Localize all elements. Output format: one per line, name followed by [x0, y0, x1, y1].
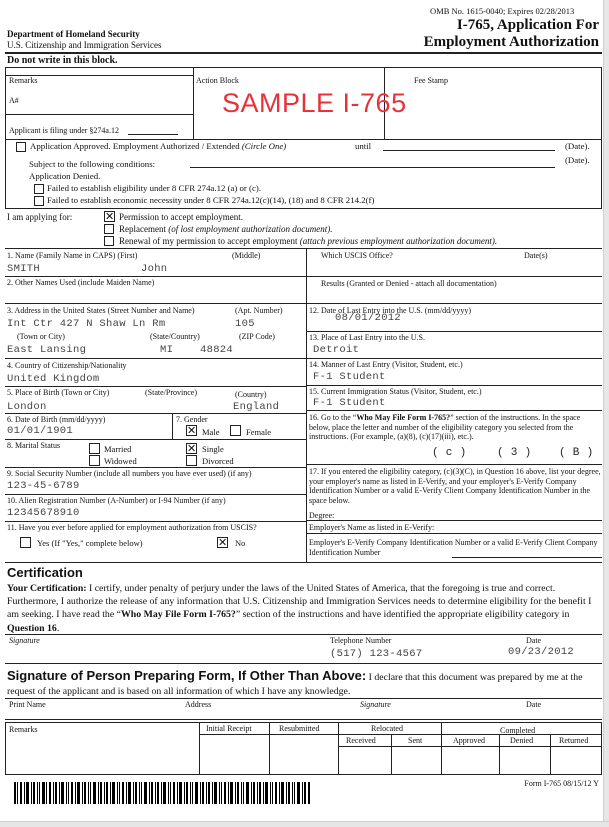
- header-rule: [5, 52, 602, 54]
- q16-text-bold: Who May File Form I-765?: [356, 413, 451, 422]
- renewal-checkbox[interactable]: [104, 236, 114, 246]
- q9-rule: [5, 494, 306, 495]
- employer-rule: [306, 533, 602, 534]
- q16-text-c: ” section of the instructions. In the space below, place the letter and number of the eligibility category you selected from the instructions. (For example, (a)(8), (c)(17)(iii), etc.).: [309, 413, 581, 442]
- omb-number: OMB No. 1615-0040; Expires 02/28/2013: [430, 6, 575, 16]
- until-label: until: [355, 141, 372, 151]
- zip-value[interactable]: 48824: [200, 344, 234, 356]
- resubmitted-label: Resubmitted: [279, 724, 320, 733]
- telephone-label: Telephone Number: [330, 636, 392, 645]
- female-checkbox[interactable]: [230, 425, 241, 436]
- q1-rule: [5, 276, 306, 277]
- form-id: Form I-765 08/15/12 Y: [524, 779, 599, 788]
- preparer-date-label: Date: [526, 700, 542, 709]
- dob-value[interactable]: 01/01/1901: [7, 425, 74, 437]
- yes-label: Yes (If "Yes," complete below): [37, 538, 143, 548]
- q14-rule: [306, 385, 602, 386]
- q16-text: [309, 413, 599, 442]
- cert-sign-rule: [5, 663, 602, 664]
- applying-for-label: I am applying for:: [7, 212, 73, 222]
- q10-label: 10. Alien Registration Number (A-Number) or I-94 Number (if any): [7, 496, 226, 505]
- q13-label: 13. Place of Last Entry into the U.S.: [309, 333, 425, 342]
- office-rule-2: [5, 114, 193, 115]
- replacement-checkbox[interactable]: [104, 224, 114, 234]
- certification-lead: Your Certification:: [7, 583, 87, 594]
- main-center-divider: [306, 248, 307, 562]
- preparer-address-label: Address: [185, 700, 212, 709]
- widowed-checkbox[interactable]: [89, 455, 100, 466]
- married-checkbox[interactable]: [89, 443, 100, 454]
- place-entry-value[interactable]: Detroit: [313, 344, 360, 356]
- employer-label: Employer's Name as listed in E-Verify:: [309, 523, 435, 532]
- q17-text: 17. If you entered the eligibility category, (c)(3)(C), in Question 16 above, list your degree, your employer's name as listed in E-Verify, and your employer's E-Verify Company Identification Number or a valid E-Verify Client Company Identification Number in the space below.: [309, 467, 601, 505]
- returned-col-label: Returned: [559, 736, 589, 745]
- degree-rule: [306, 520, 602, 521]
- divorced-checkbox[interactable]: [186, 455, 197, 466]
- q5-rule: [5, 413, 306, 414]
- footer-subheader-rule: [338, 746, 602, 747]
- q6-q7-divider: [172, 413, 173, 439]
- q15-rule: [306, 410, 602, 411]
- completed-label: Completed: [500, 726, 536, 735]
- main-bottom-rule: [5, 562, 602, 563]
- no-label: No: [235, 538, 246, 548]
- footer-header-rule: [199, 734, 602, 735]
- failed-2-label: Failed to establish economic necessity under 8 CFR 274a.12(c)(14), (18) and 8 CFR 214.2(f): [47, 195, 375, 205]
- conditions-line: [190, 167, 555, 168]
- failed-1-label: Failed to establish eligibility under 8 CFR 274a.12 (a) or (c).: [47, 183, 262, 193]
- single-label: Single: [202, 444, 224, 454]
- male-checkbox[interactable]: ✕: [187, 424, 197, 437]
- approved-label: [30, 142, 286, 151]
- q5-label: 5. Place of Birth (Town or City): [7, 388, 110, 397]
- birth-town-value[interactable]: London: [7, 401, 47, 413]
- replacement-text: Replacement: [119, 224, 166, 234]
- footer-col-6: [499, 734, 500, 775]
- certification-text-1: I certify, under penalty of perjury under the laws of the United States of America, that the foregoing is true and correct. Furthermore, I authorize the release of any information that U.S. Citizenship and Immigration Services needs to determine eligibility for the benefit I am seeking. I have read the “: [7, 583, 592, 621]
- first-name-value[interactable]: John: [141, 263, 168, 275]
- q4-rule: [5, 386, 306, 387]
- approved-text: Application Approved. Employment Authorized / Extended: [30, 141, 240, 151]
- office-rule-3: [5, 139, 602, 140]
- q2-rule: [5, 303, 306, 304]
- last-entry-value[interactable]: 08/01/2012: [335, 312, 402, 324]
- q2-label: 2. Other Names Used (include Maiden Name): [7, 278, 155, 287]
- results-rule: [306, 303, 602, 304]
- divorced-label: Divorced: [202, 456, 234, 466]
- form-title-line-2: Employment Authorization: [423, 34, 599, 50]
- office-divider-1: [193, 67, 194, 139]
- agency-name: U.S. Citizenship and Immigration Services: [7, 40, 162, 50]
- results-label: Results (Granted or Denied - attach all documentation): [321, 279, 497, 288]
- replacement-label: [119, 225, 332, 234]
- preparer-title: Signature of Person Preparing Form, If Other Than Above:: [7, 668, 367, 683]
- denied-label: Application Denied.: [29, 171, 101, 181]
- footer-col-2: [269, 722, 270, 775]
- footer-col-4: [391, 734, 392, 775]
- footer-col-3: [338, 722, 339, 775]
- remarks-label: Remarks: [9, 76, 38, 85]
- q6-rule: [5, 439, 306, 440]
- renewal-note: (attach previous employment authorization document).: [299, 236, 498, 246]
- eligibility-part-3[interactable]: ( B ): [559, 447, 594, 459]
- until-line: [383, 150, 555, 151]
- state-label: (State/Country): [150, 332, 200, 341]
- apt-value[interactable]: 105: [235, 318, 255, 330]
- street-value[interactable]: Int Ctr 427 N Shaw Ln Rm: [7, 318, 166, 330]
- family-name-value[interactable]: SMITH: [7, 263, 41, 275]
- denied-col-label: Denied: [510, 736, 534, 745]
- form-title-line-1: I-765, Application For: [456, 17, 599, 33]
- certification-bold: Who May File Form I-765?: [120, 609, 236, 621]
- q12-rule: [306, 331, 602, 332]
- circle-one-text: (Circle One): [241, 141, 287, 151]
- action-block-label: Action Block: [196, 76, 239, 85]
- q14-label: 14. Manner of Last Entry (Visitor, Student, etc.): [309, 360, 463, 369]
- renewal-text: Renewal of my permission to accept employment: [119, 236, 298, 246]
- no-checkbox[interactable]: ✕: [218, 536, 228, 549]
- married-label: Married: [104, 444, 132, 454]
- q16-text-a: 16. Go to the “: [309, 413, 357, 422]
- town-value[interactable]: East Lansing: [7, 344, 87, 356]
- certification-q16: Question 16: [7, 622, 57, 634]
- initial-receipt-label: Initial Receipt: [206, 724, 252, 733]
- footer-col-5: [441, 722, 442, 775]
- relocated-label: Relocated: [371, 724, 403, 733]
- a-number-label: A#: [9, 96, 19, 105]
- q10-rule: [5, 521, 306, 522]
- approved-checkbox[interactable]: [16, 142, 26, 152]
- page-edge-bottom: [0, 821, 609, 827]
- filing-under-line: [128, 134, 178, 135]
- subject-to-label: Subject to the following conditions:: [29, 159, 156, 169]
- state-value[interactable]: MI: [160, 344, 174, 356]
- q12-label: 12. Date of Last Entry into the U.S. (mm/dd/yyyy): [309, 306, 471, 315]
- department-name: Department of Homeland Security: [7, 29, 140, 39]
- certification-end: .: [56, 622, 60, 634]
- preparer-text: [7, 667, 602, 698]
- office-block-title: Do not write in this block.: [7, 55, 118, 66]
- renewal-label: [119, 237, 497, 246]
- q8-rule: [5, 467, 306, 468]
- employer-id-label: Employer's E-Verify Company Identification Number or a valid E-Verify Client Company Identification Number: [309, 538, 598, 557]
- manner-value[interactable]: F-1 Student: [313, 371, 386, 383]
- office-rule: [306, 276, 602, 277]
- certification-text: [7, 582, 602, 635]
- q3-label: 3. Address in the United States (Street Number and Name): [7, 306, 195, 315]
- sent-label: Sent: [408, 736, 423, 745]
- q3-apt-label: (Apt. Number): [235, 306, 283, 315]
- q1-middle-label: (Middle): [232, 251, 261, 260]
- q13-rule: [306, 358, 602, 359]
- preparer-signature-label: Signature: [360, 700, 391, 709]
- telephone-value[interactable]: (517) 123-4567: [330, 648, 423, 660]
- certification-text-2: ” section of the instructions and have identified the appropriate eligibility category in: [235, 609, 570, 621]
- q11-label: 11. Have you ever before applied for employment authorization from USCIS?: [7, 523, 257, 532]
- status-value[interactable]: F-1 Student: [313, 397, 386, 409]
- q16-rule: [306, 464, 602, 465]
- main-top-rule: [5, 248, 602, 249]
- country-value[interactable]: United Kingdom: [7, 373, 100, 385]
- received-label: Received: [346, 736, 376, 745]
- degree-label: Degree:: [309, 511, 335, 520]
- q1-label: 1. Name (Family Name in CAPS) (First): [7, 251, 138, 260]
- fee-stamp-label: Fee Stamp: [414, 76, 448, 85]
- male-label: Male: [202, 427, 220, 437]
- replacement-note: (of lost employment authorization document).: [168, 224, 333, 234]
- cert-rule: [5, 634, 602, 635]
- date-label-1: (Date).: [565, 141, 590, 151]
- failed-2-checkbox[interactable]: [34, 196, 44, 206]
- permission-checkbox[interactable]: ✕: [105, 210, 115, 223]
- alien-number-value[interactable]: 12345678910: [7, 507, 80, 519]
- date-label-2: (Date).: [565, 155, 590, 165]
- permission-label: Permission to accept employment.: [119, 212, 243, 222]
- q7-label: 7. Gender: [176, 415, 208, 424]
- preparer-bottom-rule: [5, 719, 602, 720]
- barcode: [14, 782, 310, 804]
- which-office-label: Which USCIS Office?: [321, 251, 393, 260]
- sample-watermark: SAMPLE I-765: [222, 88, 407, 118]
- town-label: (Town or City): [17, 332, 65, 341]
- birth-country-value[interactable]: England: [233, 401, 280, 413]
- q3-rule: [5, 358, 306, 359]
- q9-label: 9. Social Security Number (include all numbers you have ever used) (if any): [7, 469, 252, 478]
- q5-country-label: (Country): [235, 390, 267, 399]
- female-label: Female: [246, 427, 272, 437]
- page-edge-right: [603, 0, 609, 827]
- cert-date-label: Date: [526, 636, 542, 645]
- q5-state-label: (State/Province): [145, 388, 197, 397]
- eligibility-part-1[interactable]: ( c ): [432, 447, 467, 459]
- certification-title: Certification: [7, 565, 83, 580]
- q4-label: 4. Country of Citizenship/Nationality: [7, 361, 127, 370]
- dates-label: Date(s): [524, 251, 548, 260]
- q8-label: 8. Marital Status: [7, 441, 61, 450]
- q6-label: 6. Date of Birth (mm/dd/yyyy): [7, 415, 106, 424]
- filing-under-label: Applicant is filing under §274a.12: [9, 126, 119, 135]
- failed-1-checkbox[interactable]: [34, 184, 44, 194]
- preparer-rule: [5, 698, 602, 699]
- print-name-label: Print Name: [9, 700, 46, 709]
- cert-date-value[interactable]: 09/23/2012: [508, 646, 575, 658]
- employer-id-rule: [452, 557, 602, 558]
- signature-label: Signature: [9, 636, 40, 645]
- widowed-label: Widowed: [104, 456, 137, 466]
- ssn-value[interactable]: 123-45-6789: [7, 480, 80, 492]
- footer-remarks-label: Remarks: [9, 725, 38, 734]
- single-checkbox[interactable]: ✕: [187, 442, 197, 455]
- eligibility-part-2[interactable]: ( 3 ): [497, 447, 532, 459]
- footer-col-1: [199, 722, 200, 775]
- preparer-body: I declare that this document was prepared by me at the request of the applicant and is based on all information of which I have any knowledge.: [7, 672, 583, 697]
- q15-label: 15. Current Immigration Status (Visitor, Student, etc.): [309, 387, 482, 396]
- zip-label: (ZIP Code): [239, 332, 275, 341]
- yes-checkbox[interactable]: [20, 537, 31, 548]
- approved-col-label: Approved: [453, 736, 485, 745]
- footer-col-7: [550, 734, 551, 775]
